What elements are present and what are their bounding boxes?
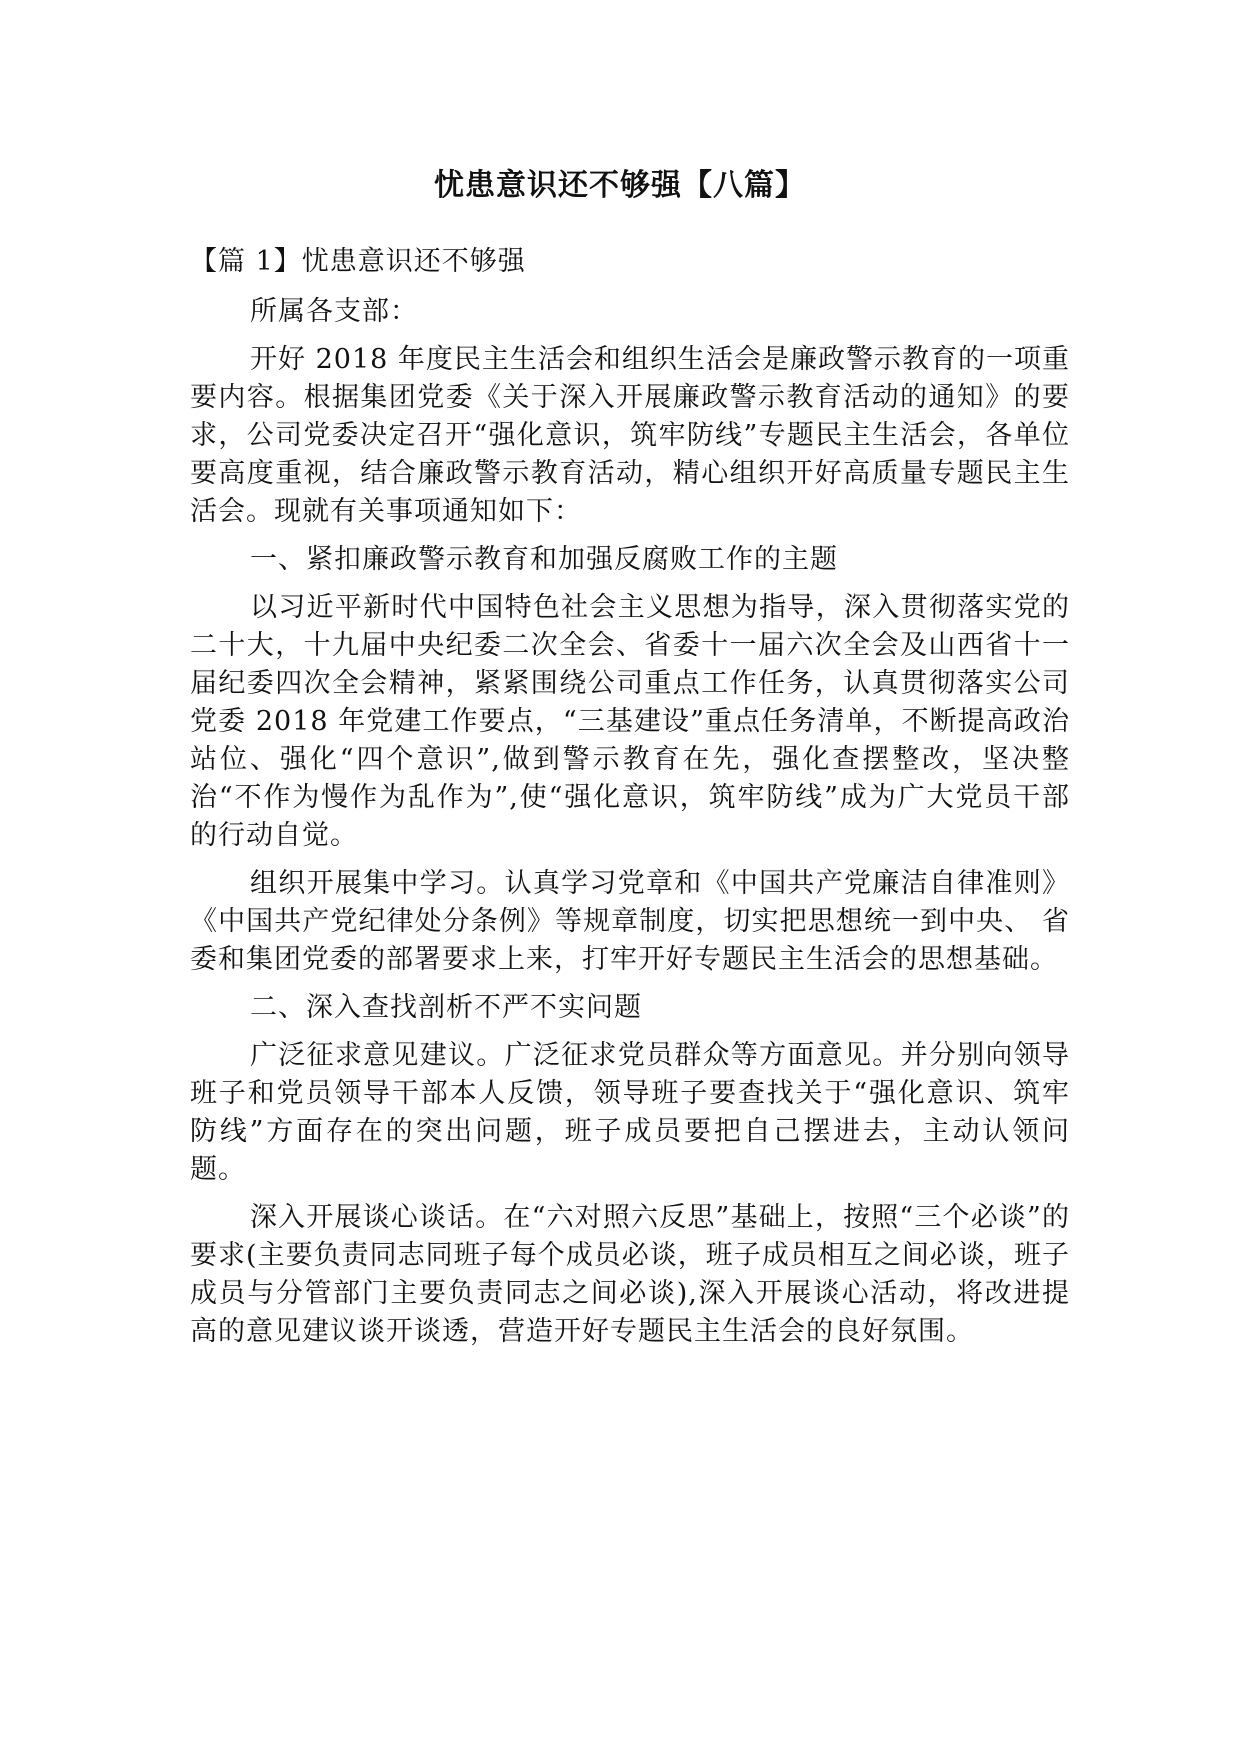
paragraph-study: 组织开展集中学习。认真学习党章和《中国共产党廉洁自律准则》 《中国共产党纪律处分条例》等规章制度，切实把思想统一到中央、 省委和集团党委的部署要求上来，打牢开好专题民主生活会的思想基础。 [190,868,1070,975]
document-title: 忧患意识还不够强【八篇】 [434,168,806,203]
subheading-two: 二、深入查找剖析不严不实问题 [250,992,642,1023]
subheading-one: 一、紧扣廉政警示教育和加强反腐败工作的主题 [250,544,838,575]
document-body [190,243,1070,1361]
paragraph-talks: 深入开展谈心谈话。在“六对照六反思”基础上，按照“三个必谈”的要求(主要负责同志同班子每个成员必谈，班子成员相互之间必谈，班子成员与分管部门主要负责同志之间必谈),深入开展谈心活动，将改进提高的意见建议谈开谈透，营造开好专题民主生活会的良好氛围。 [190,1202,1070,1347]
paragraph-intro: 开好 2018 年度民主生活会和组织生活会是廉政警示教育的一项重要内容。根据集团党委《关于深入开展廉政警示教育活动的通知》的要求，公司党委决定召开“强化意识，筑牢防线”专题民主生活会，各单位要高度重视，结合廉政警示教育活动，精心组织开好高质量专题民主生活会。现就有关事项通知如下： [190,344,1070,527]
paragraph-opinions: 广泛征求意见建议。广泛征求党员群众等方面意见。并分别向领导班子和党员领导干部本人反馈，领导班子要查找关于“强化意识、筑牢防线”方面存在的突出问题，班子成员要把自己摆进去，主动认领问题。 [190,1040,1070,1185]
section-heading: 【篇 1】忧患意识还不够强 [190,246,526,277]
paragraph-guidance: 以习近平新时代中国特色社会主义思想为指导，深入贯彻落实党的二十大，十九届中央纪委二次全会、省委十一届六次全会及山西省十一届纪委四次全会精神，紧紧围绕公司重点工作任务，认真贯彻落实公司党委 2018 年党建工作要点，“三基建设”重点任务清单，不断提高政治站位、强化“四个意识”,做到警示教育在先，强化查摆整改，坚决整治“不作为慢作为乱作为”,使“强化意识，筑牢防线”成为广大党员干部的行动自觉。 [190,592,1070,851]
salutation: 所属各支部： [250,296,418,327]
